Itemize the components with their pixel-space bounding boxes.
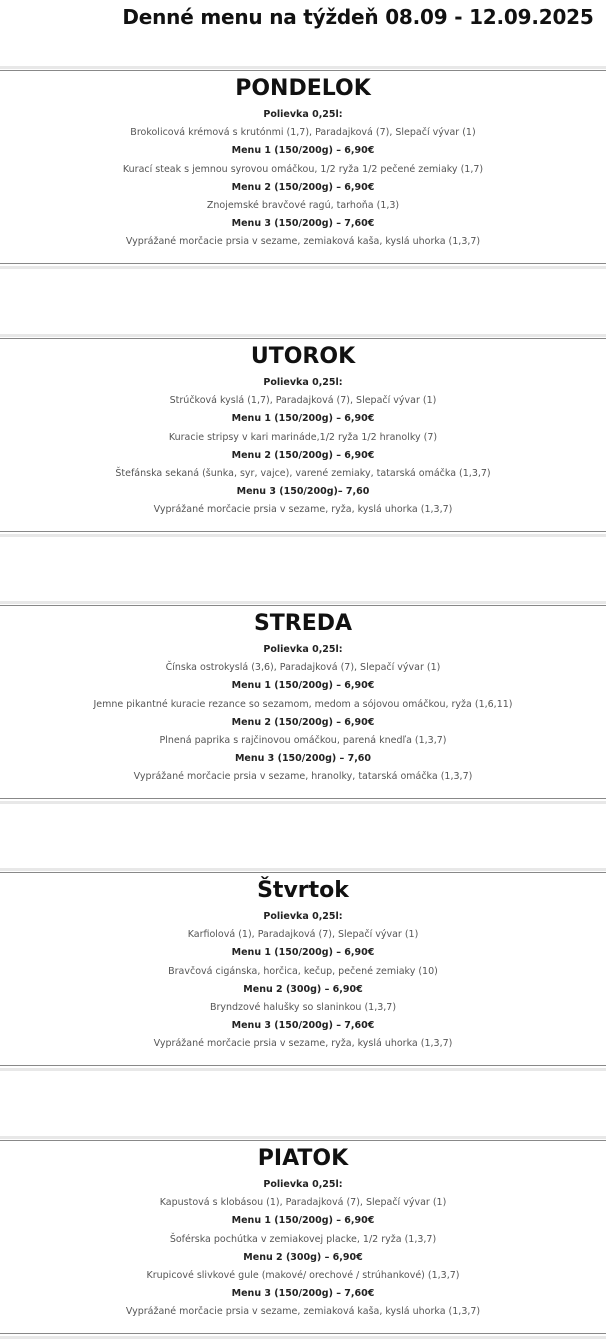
divider	[0, 263, 606, 264]
divider	[0, 334, 606, 337]
menu-item-heading: Menu 2 (300g) – 6,90€	[243, 983, 363, 995]
menu-item-description: Šoférska pochútka v zemiakovej placke, 1/2 ryža (1,3,7)	[169, 1233, 437, 1245]
divider	[0, 338, 606, 339]
menu-item-description: Vyprážané morčacie prsia v sezame, ryža, kyslá uhorka (1,3,7)	[153, 504, 453, 516]
menu-item-heading: Polievka 0,25l:	[263, 644, 343, 655]
divider	[0, 1136, 606, 1139]
day-heading: PONDELOK	[235, 76, 371, 101]
divider	[0, 1140, 606, 1141]
menu-item-heading: Menu 2 (150/200g) – 6,90€	[231, 449, 375, 461]
menu-item-description: Strúčková kyslá (1,7), Paradajková (7), Slepačí vývar (1)	[169, 395, 437, 407]
day-menu	[0, 874, 606, 1054]
menu-item-description: Kurací steak s jemnou syrovou omáčkou, 1/2 ryža 1/2 pečené zemiaky (1,7)	[122, 163, 484, 175]
menu-item-heading: Menu 1 (150/200g) – 6,90€	[231, 1215, 375, 1227]
menu-item-description: Vyprážané morčacie prsia v sezame, ryža, kyslá uhorka (1,3,7)	[153, 1038, 453, 1050]
menu-item-heading: Polievka 0,25l:	[263, 377, 343, 388]
menu-item-description: Kuracie stripsy v kari marináde,1/2 ryža 1/2 hranolky (7)	[168, 431, 438, 443]
menu-item-description: Karfiolová (1), Paradajková (7), Slepačí vývar (1)	[187, 929, 419, 941]
menu-item-description: Vyprážané morčacie prsia v sezame, zemiaková kaša, kyslá uhorka (1,3,7)	[125, 1306, 481, 1318]
day-heading: Štvrtok	[257, 878, 349, 903]
divider	[0, 605, 606, 606]
menu-item-heading: Menu 3 (150/200g) – 7,60€	[231, 218, 375, 230]
menu-item-heading: Menu 1 (150/200g) – 6,90€	[231, 680, 375, 692]
menu-item-description: Kapustová s klobásou (1), Paradajková (7), Slepačí vývar (1)	[159, 1197, 447, 1209]
menu-item-heading: Menu 2 (150/200g) – 6,90€	[231, 181, 375, 193]
divider	[0, 872, 606, 873]
divider	[0, 66, 606, 69]
divider	[0, 534, 606, 537]
menu-item-heading: Polievka 0,25l:	[263, 1179, 343, 1190]
menu-item-heading: Menu 2 (300g) – 6,90€	[243, 1251, 363, 1263]
divider	[0, 70, 606, 71]
page-title: Denné menu na týždeň 08.09 - 12.09.2025	[122, 5, 594, 29]
menu-item-heading: Menu 1 (150/200g) – 6,90€	[231, 413, 375, 425]
day-section-piatok	[0, 1136, 606, 1341]
menu-item-description: Jemne pikantné kuracie rezance so sezamom, medom a sójovou omáčkou, ryža (1,6,11)	[93, 698, 513, 710]
day-heading: PIATOK	[257, 1146, 349, 1171]
divider	[0, 1336, 606, 1339]
day-heading: UTOROK	[250, 344, 356, 369]
divider	[0, 868, 606, 871]
day-section-stvrtok	[0, 868, 606, 1073]
day-menu	[0, 607, 606, 787]
menu-item-description: Plnená paprika s rajčinovou omáčkou, parená knedľa (1,3,7)	[159, 734, 447, 746]
menu-item-heading: Polievka 0,25l:	[263, 911, 343, 922]
menu-item-heading: Menu 3 (150/200g) – 7,60€	[231, 1020, 375, 1032]
menu-item-heading: Menu 3 (150/200g) – 7,60€	[231, 1288, 375, 1300]
menu-item-heading: Menu 1 (150/200g) – 6,90€	[231, 947, 375, 959]
menu-item-heading: Menu 2 (150/200g) – 6,90€	[231, 716, 375, 728]
menu-item-description: Vyprážané morčacie prsia v sezame, hranolky, tatarská omáčka (1,3,7)	[133, 771, 473, 783]
divider	[0, 601, 606, 604]
menu-item-description: Bravčová cigánska, horčica, kečup, pečené zemiaky (10)	[168, 965, 438, 977]
divider	[0, 266, 606, 269]
day-section-streda	[0, 601, 606, 806]
day-heading: STREDA	[253, 611, 353, 636]
menu-item-heading: Menu 3 (150/200g)– 7,60	[236, 486, 370, 498]
menu-item-description: Vyprážané morčacie prsia v sezame, zemiaková kaša, kyslá uhorka (1,3,7)	[125, 236, 481, 248]
day-menu	[0, 1142, 606, 1322]
divider	[0, 1068, 606, 1071]
divider	[0, 798, 606, 799]
menu-item-description: Brokolicová krémová s krutónmi (1,7), Paradajková (7), Slepačí vývar (1)	[130, 127, 476, 139]
divider	[0, 1065, 606, 1066]
menu-item-description: Čínska ostrokyslá (3,6), Paradajková (7), Slepačí vývar (1)	[165, 662, 441, 674]
menu-item-heading: Menu 3 (150/200g) – 7,60	[234, 753, 372, 765]
divider	[0, 531, 606, 532]
menu-item-description: Znojemské bravčové ragú, tarhoňa (1,3)	[206, 199, 400, 211]
divider	[0, 801, 606, 804]
day-menu	[0, 72, 606, 252]
menu-item-heading: Menu 1 (150/200g) – 6,90€	[231, 145, 375, 157]
day-section-pondelok	[0, 66, 606, 271]
day-menu	[0, 340, 606, 520]
menu-item-description: Krupicové slivkové gule (makové/ orechové / strúhankové) (1,3,7)	[146, 1269, 460, 1281]
menu-item-heading: Polievka 0,25l:	[263, 109, 343, 120]
menu-item-description: Štefánska sekaná (šunka, syr, vajce), varené zemiaky, tatarská omáčka (1,3,7)	[115, 467, 491, 479]
menu-item-description: Bryndzové halušky so slaninkou (1,3,7)	[209, 1001, 397, 1013]
day-section-utorok	[0, 334, 606, 539]
